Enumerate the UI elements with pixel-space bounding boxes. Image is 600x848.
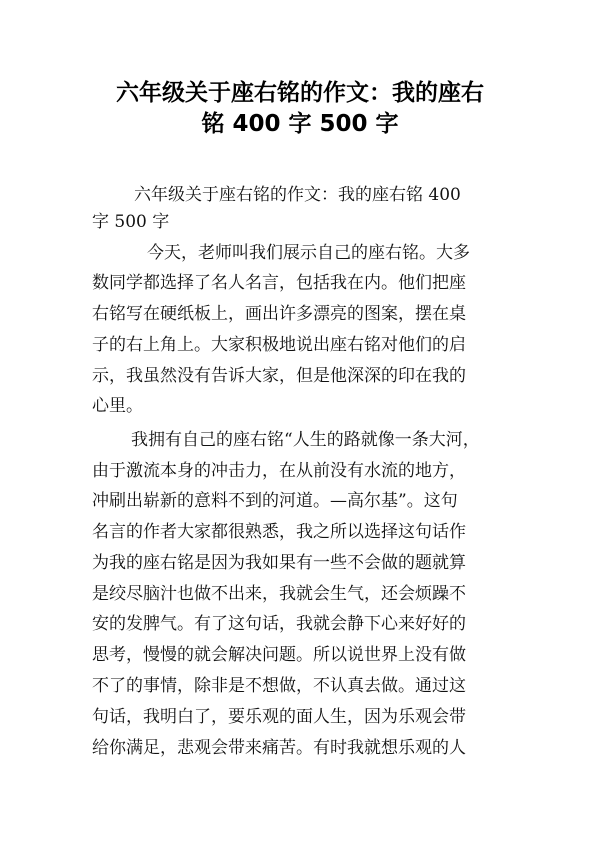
body-line: 心里。 xyxy=(92,396,143,416)
body-line: 冲刷出崭新的意料不到的河道。—高尔基”。这句 xyxy=(92,491,458,511)
body-line: 名言的作者大家都很熟悉，我之所以选择这句话作 xyxy=(92,522,466,542)
body-line: 句话，我明白了，要乐观的面人生，因为乐观会带 xyxy=(92,707,466,727)
body-line: 数同学都选择了名人名言，包括我在内。他们把座 xyxy=(92,273,466,293)
body-line: 字 500 字 xyxy=(92,212,170,232)
body-line: 安的发脾气。有了这句话，我就会静下心来好好的 xyxy=(92,614,466,634)
body-line: 六年级关于座右铭的作文：我的座右铭 400 xyxy=(134,185,461,205)
body-line: 今天，老师叫我们展示自己的座右铭。大多 xyxy=(147,243,470,263)
body-line: 不了的事情，除非是不想做，不认真去做。通过这 xyxy=(92,676,466,696)
body-line: 我拥有自己的座右铭“人生的路就像一条大河， xyxy=(131,430,480,450)
body-line: 给你满足，悲观会带来痛苦。有时我就想乐观的人 xyxy=(92,738,466,758)
body-line: 右铭写在硬纸板上，画出许多漂亮的图案，摆在桌 xyxy=(92,304,466,324)
document-title-line-1: 六年级关于座右铭的作文：我的座右 xyxy=(116,80,484,106)
body-line: 示，我虽然没有告诉大家，但是他深深的印在我的 xyxy=(92,366,466,386)
body-line: 为我的座右铭是因为我如果有一些不会做的题就算 xyxy=(92,553,466,573)
document-title-line-2: 铭 400 字 500 字 xyxy=(201,111,399,137)
body-line: 是绞尽脑汁也做不出来，我就会生气，还会烦躁不 xyxy=(92,584,466,604)
body-line: 思考，慢慢的就会解决问题。所以说世界上没有做 xyxy=(92,645,466,665)
body-line: 由于激流本身的冲击力，在从前没有水流的地方， xyxy=(92,461,466,481)
body-line: 子的右上角上。大家积极地说出座右铭对他们的启 xyxy=(92,335,466,355)
